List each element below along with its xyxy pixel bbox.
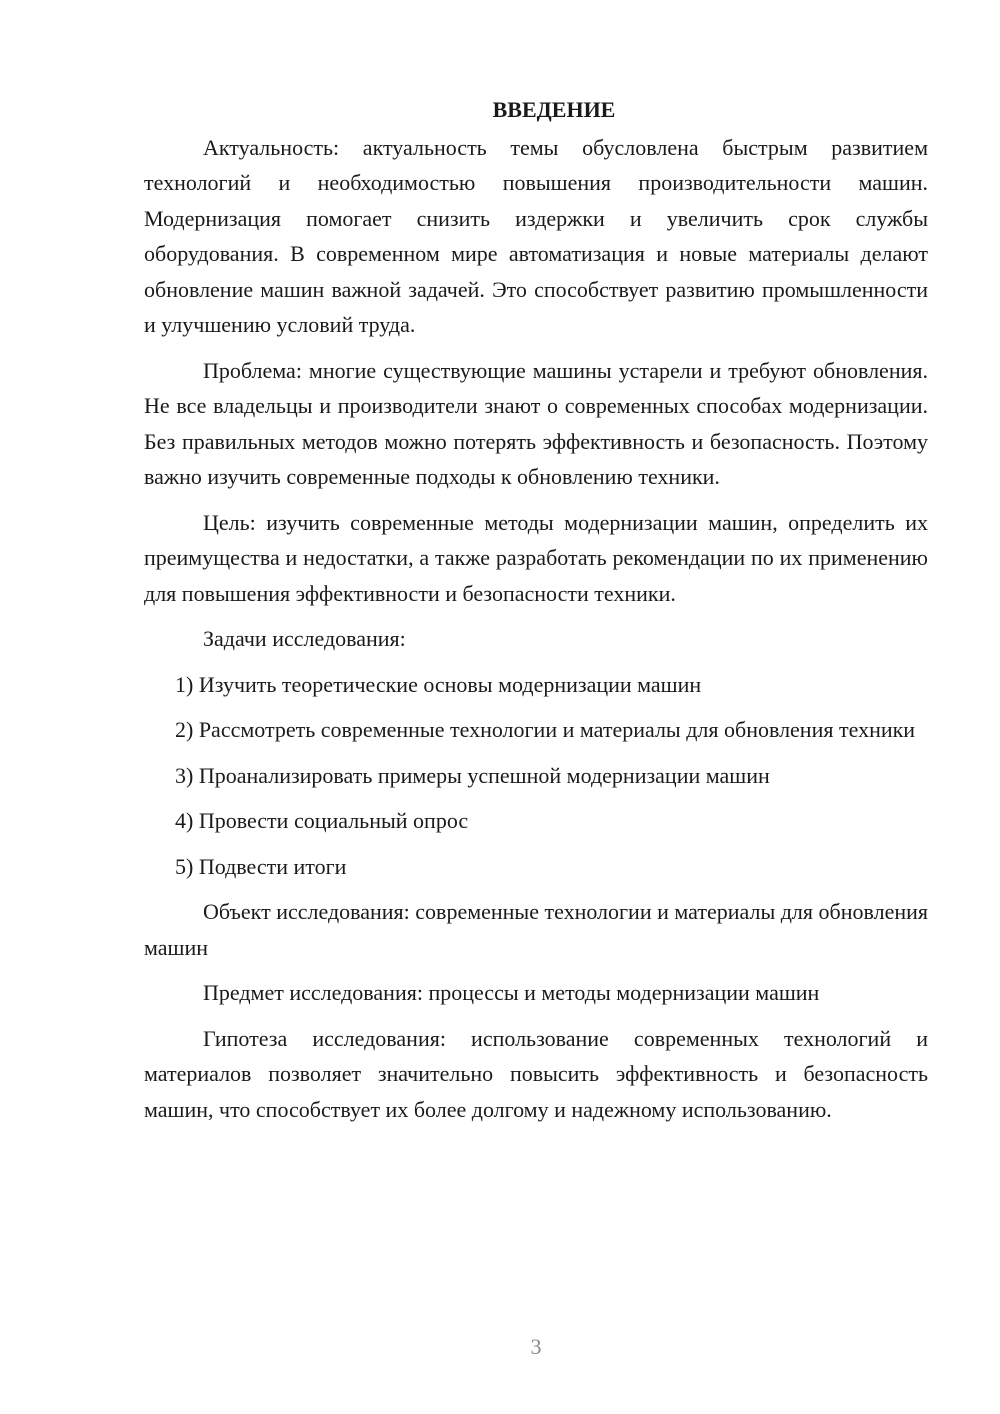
task-item: 4) Провести социальный опрос: [175, 808, 469, 833]
task-item: 5) Подвести итоги: [175, 853, 347, 879]
section-title: ВВЕДЕНИЕ: [492, 97, 616, 122]
task-item: 1) Изучить теоретические основы модернизации машин: [175, 671, 702, 697]
hypothesis-paragraph: Гипотеза исследования: использование современных технологий и материалов позволяет значительно повысить эффективность и безопасность машин, что способствует их более долгому и надежному использованию.: [144, 1025, 928, 1122]
document-body: [144, 92, 928, 1137]
object-paragraph: Объект исследования: современные технологии и материалы для обновления машин: [144, 899, 928, 960]
problem-paragraph: Проблема: многие существующие машины устарели и требуют обновления. Не все владельцы и производители знают о современных способах модернизации. Без правильных методов можно потерять эффективность и безопасность. Поэтому важно изучить современные подходы к обновлению техники.: [144, 357, 928, 489]
goal-paragraph: Цель: изучить современные методы модернизации машин, определить их преимущества и недостатки, а также разработать рекомендации по их применению для повышения эффективности и безопасности техники.: [144, 509, 928, 606]
task-item: 3) Проанализировать примеры успешной модернизации машин: [175, 762, 770, 788]
relevance-paragraph: Актуальность: актуальность темы обусловлена быстрым развитием технологий и необходимостью повышения производительности машин. Модернизация помогает снизить издержки и увеличить срок службы оборудования. В современном мире автоматизация и новые материалы делают обновление машин важной задачей. Это способствует развитию промышленности и улучшению условий труда.: [144, 134, 928, 337]
page-number: 3: [530, 1334, 542, 1359]
subject-paragraph: Предмет исследования: процессы и методы модернизации машин: [203, 980, 820, 1005]
task-item: 2) Рассмотреть современные технологии и материалы для обновления техники: [175, 717, 916, 742]
tasks-heading: Задачи исследования:: [203, 626, 406, 651]
